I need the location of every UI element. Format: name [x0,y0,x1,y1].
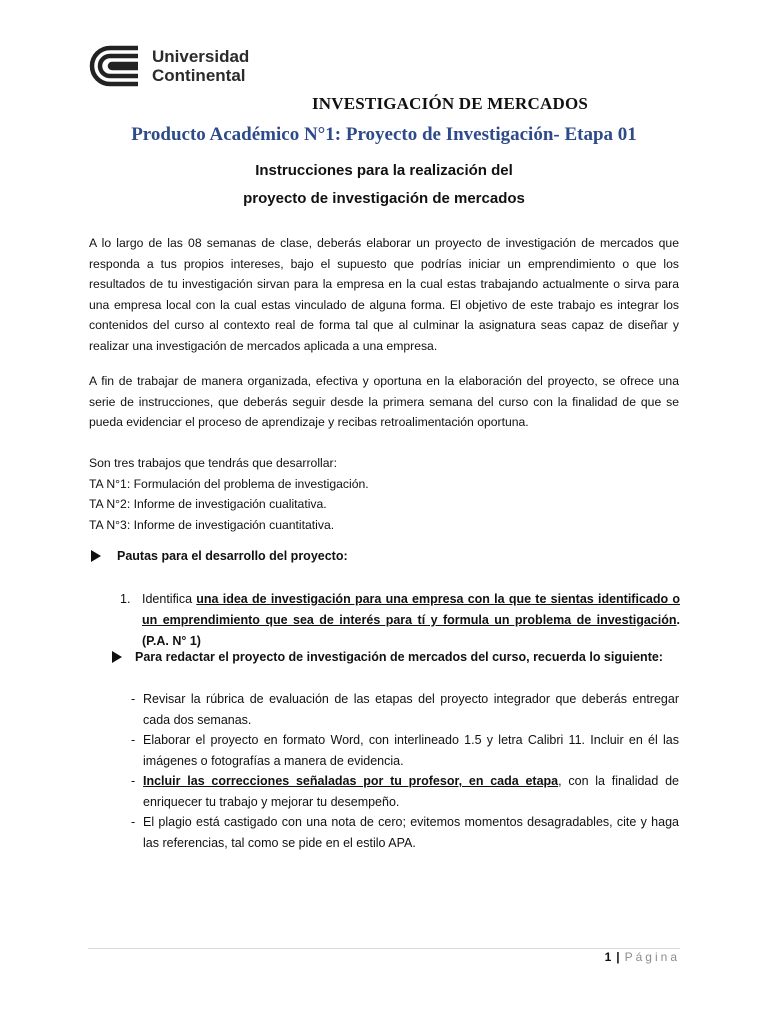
page-label: Página [624,950,680,964]
continental-logo-icon [88,44,144,88]
guidelines-heading-text: Pautas para el desarrollo del proyecto: [117,549,348,563]
project-reminder-text: Para redactar el proyecto de investigación de mercados del curso, recuerda lo siguiente: [135,650,663,664]
logo-text [152,47,249,85]
item-number: 1. [120,592,131,606]
assignments-intro: Son tres trabajos que tendrás que desarrollar: [89,456,337,470]
reminder-list [131,689,679,853]
course-title: INVESTIGACIÓN DE MERCADOS [311,94,589,113]
page-separator: | [616,950,620,964]
logo-line-2: Continental [152,66,246,85]
list-item-underlined: Incluir las correcciones señaladas por tu profesor, en cada etapa [143,774,559,788]
assignment-ta2: TA N°2: Informe de investigación cualitativa. [89,497,327,511]
list-item-rest: , con la finalidad de enriquecer tu trabajo y mejorar tu desempeño. [143,774,679,809]
list-item: - Revisar la rúbrica de evaluación de las etapas del proyecto integrador que deberás entregar cada dos semanas. [131,689,679,730]
item-1-prefix: Identifica [142,592,197,606]
list-item: - El plagio está castigado con una nota de cero; evitemos momentos desagradables, cite y haga las referencias, tal como se pide en el estilo APA. [131,812,679,853]
item-1-text [142,589,680,652]
project-reminder-heading [112,650,663,664]
page-number: 1 [604,950,612,964]
assignment-ta3: TA N°3: Informe de investigación cuantitativa. [89,517,335,532]
item-1-underlined: una idea de investigación para una empresa con la que te sientas identificado o un emprendimiento que sea de interés para tí y formula un problema de investigación [142,592,680,627]
list-item-text: El plagio está castigado con una nota de cero; evitemos momentos desagradables, cite y haga las referencias, tal como se pide en el estilo APA. [143,815,679,850]
instructions-title-line1: Instrucciones para la realización del [255,162,513,179]
numbered-item-1 [120,589,680,652]
guidelines-heading [91,549,348,563]
university-logo [88,44,249,88]
list-item: - Incluir las correcciones señaladas por tu profesor, en cada etapa, con la finalidad de enriquecer tu trabajo y mejorar tu desempeño. [131,771,679,812]
list-item-text: Elaborar el proyecto en formato Word, con interlineado 1.5 y letra Calibri 11. Incluir en él las imágenes o fotografías a manera de evidencia. [143,733,679,768]
organization-paragraph: A fin de trabajar de manera organizada, efectiva y oportuna en la elaboración del proyecto, se ofrece una serie de instrucciones, que deberás seguir desde la primera semana del curso con la finalidad de que se pueda evidenciar el proceso de aprendizaje y recibas retroalimentación oportuna. [89,374,679,429]
list-item-text [143,771,679,812]
assignment-ta1: TA N°1: Formulación del problema de investigación. [89,476,369,491]
intro-paragraph: A lo largo de las 08 semanas de clase, deberás elaborar un proyecto de investigación de mercados que responda a tus propios intereses, bajo el supuesto que podrías iniciar un emprendimiento o que los resultados de tu investigación sirvan para la empresa en la cual estas trabajando actualmente o sirva para una empresa local con la cual estas vinculado de alguna forma. El objetivo de este trabajo es integrar los contenidos del curso al contexto real de forma tal que al culminar la asignatura seas capaz de diseñar y realizar una investigación de mercados aplicada a una empresa. [89,236,679,353]
list-item: - Elaborar el proyecto en formato Word, con interlineado 1.5 y letra Calibri 11. Incluir en él las imágenes o fotografías a manera de evidencia. [131,730,679,771]
assignments-list [89,453,679,535]
logo-line-1: Universidad [152,47,250,66]
arrow-bullet-icon [91,550,101,562]
instructions-title-line2: proyecto de investigación de mercados [243,190,525,207]
item-1-suffix: . (P.A. N° 1) [142,613,680,648]
product-title: Producto Académico N°1: Proyecto de Investigación- Etapa 01 [131,124,637,145]
arrow-bullet-icon [112,651,122,663]
page-footer [605,950,680,964]
list-item-text: Revisar la rúbrica de evaluación de las etapas del proyecto integrador que deberás entregar cada dos semanas. [143,692,679,727]
footer-divider [88,948,680,949]
